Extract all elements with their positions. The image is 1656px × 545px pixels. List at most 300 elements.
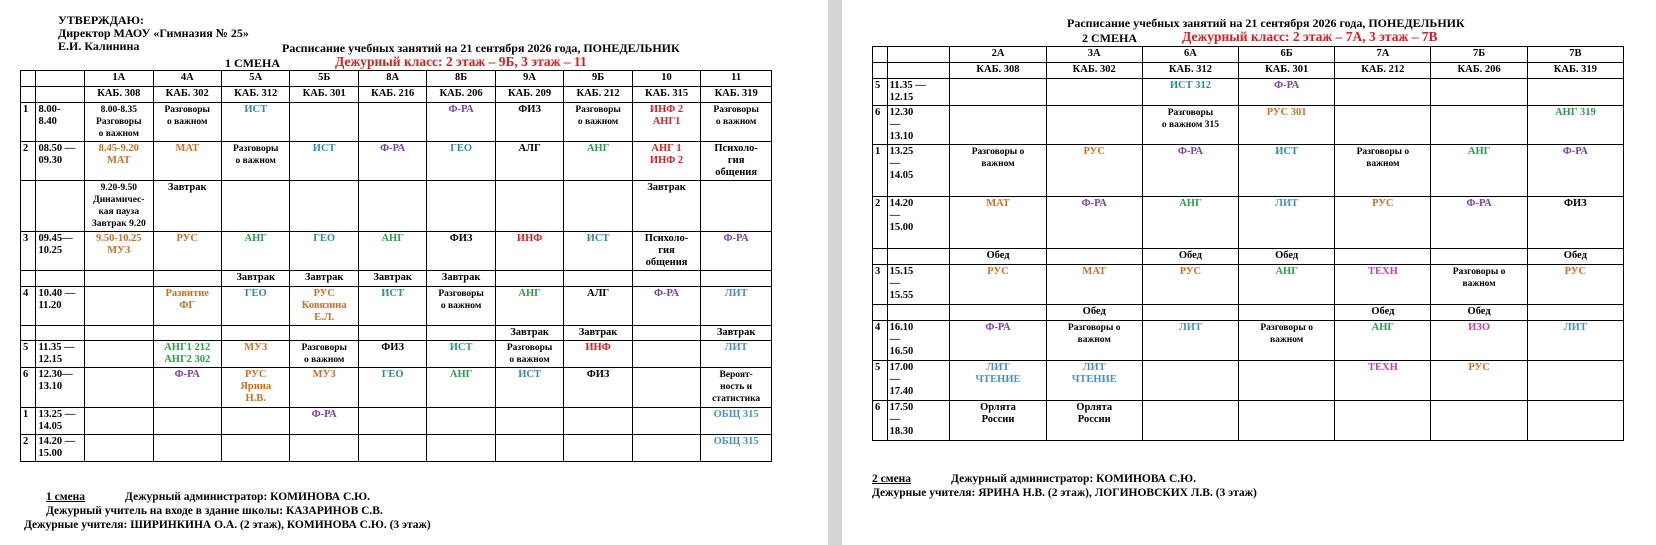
right-schedule-page [842,0,1656,545]
lesson-cell: Ф-РА [290,408,358,435]
shift-label: 2 СМЕНА [1082,31,1137,45]
lesson-cell: 9.50-10.25 МУЗ [85,232,153,271]
lesson-cell: Завтрак [564,326,632,341]
class-header: 2А [950,47,1046,63]
lesson-cell: АНГ [1142,197,1238,249]
lesson-cell [85,326,153,341]
class-header: 4А [153,71,221,87]
lesson-cell: ИСТ [427,341,495,368]
room-header: КАБ. 212 [1335,63,1431,79]
lesson-time: 11.35 — 12.15 [887,79,950,106]
lesson-number [873,249,888,265]
lesson-cell: ТЕХН [1335,265,1431,305]
class-header: 1А [85,71,153,87]
lesson-cell: ИСТ [221,103,289,142]
lesson-cell: Ф-РА [1527,145,1623,197]
lesson-cell: РУС [1046,145,1142,197]
lesson-cell [1239,401,1335,441]
lesson-cell: ИСТ 312 [1142,79,1238,106]
approval-line: Е.И. Калинина [58,39,140,53]
lesson-cell: Развитие ФГ [153,287,221,326]
lesson-cell [290,435,358,462]
class-header: 5А [221,71,289,87]
lesson-time [36,181,85,232]
duty-class: Дежурный класс: 2 этаж – 7А, 3 этаж – 7В [1182,29,1438,44]
lesson-number: 2 [21,142,36,181]
lesson-cell: РУС [950,265,1046,305]
lesson-cell [950,79,1046,106]
lesson-cell: Орлята России [950,401,1046,441]
lesson-cell [290,103,358,142]
table-row [873,361,1624,401]
lesson-cell [221,435,289,462]
lesson-cell: Завтрак [221,271,289,287]
room-header: КАБ. 312 [1142,63,1238,79]
lesson-cell: АНГ [564,142,632,181]
table-row [873,106,1624,145]
lesson-cell [1335,401,1431,441]
class-header: 7Б [1431,47,1527,63]
lesson-cell [564,181,632,232]
lesson-number [21,271,36,287]
lesson-cell [221,181,289,232]
header-cell [887,63,950,79]
schedule-title: Расписание учебных занятий на 21 сентября 2026 года, ПОНЕДЕЛЬНИК [1067,16,1465,30]
lesson-cell [153,435,221,462]
lesson-cell: ОБЩ 315 [701,435,772,462]
lesson-cell [1527,79,1623,106]
lesson-cell: 8.00-8.35 Разговоры о важном [85,103,153,142]
lesson-cell [950,305,1046,321]
lesson-cell [1046,79,1142,106]
lesson-cell: Завтрак [427,271,495,287]
lesson-cell: Психоло- гия общения [632,232,700,271]
lesson-time: 15.15 — 15.55 [887,265,950,305]
lesson-cell [358,103,426,142]
lesson-cell [1046,249,1142,265]
lesson-cell: АНГ [221,232,289,271]
lesson-cell: Разговоры о важном [1239,321,1335,361]
lesson-cell: Разговоры о важном [221,142,289,181]
lesson-number: 4 [873,321,888,361]
lesson-cell: ФИЗ [495,103,563,142]
schedule-table [20,70,772,462]
table-row [873,79,1624,106]
table-row [21,271,772,287]
lesson-cell: Разговоры о важном [427,287,495,326]
lesson-cell [1142,305,1238,321]
lesson-cell: ГЕО [427,142,495,181]
lesson-cell: Психоло- гия общения [701,142,772,181]
header-cell [36,71,85,87]
room-header: КАБ. 212 [564,87,632,103]
duty-class: Дежурный класс: 2 этаж – 9Б, 3 этаж – 11 [335,54,587,69]
table-row [873,265,1624,305]
lesson-cell: Завтрак [290,271,358,287]
lesson-cell [427,326,495,341]
class-header: 5Б [290,71,358,87]
lesson-time: 14.20 — 15.00 [887,197,950,249]
lesson-cell [358,435,426,462]
lesson-cell [495,181,563,232]
lesson-cell: Обед [1046,305,1142,321]
lesson-cell [1239,361,1335,401]
lesson-number: 5 [873,361,888,401]
schedule-table [872,46,1624,441]
approval-line: УТВЕРЖДАЮ: [58,13,145,27]
lesson-cell [701,181,772,232]
footer-text: Дежурные учителя: ШИРИНКИНА О.А. (2 этаж), КОМИНОВА С.Ю. (3 этаж) [24,519,431,531]
room-header: КАБ. 308 [950,63,1046,79]
lesson-time: 16.10 — 16.50 [887,321,950,361]
footer-line [24,504,431,518]
lesson-time: 12.30— 13.10 [36,368,85,408]
lesson-cell [495,435,563,462]
footer-text: Дежурный администратор: КОМИНОВА С.Ю. [951,473,1196,485]
lesson-cell [1527,305,1623,321]
approval-line: Директор МАОУ «Гимназия № 25» [58,26,249,40]
lesson-number [21,326,36,341]
lesson-cell [564,435,632,462]
lesson-time: 14.20 — 15.00 [36,435,85,462]
lesson-time: 11.35 — 12.15 [36,341,85,368]
lesson-cell: Ф-РА [1046,197,1142,249]
lesson-cell: РУС [1142,265,1238,305]
class-header: 9А [495,71,563,87]
shift-label: 1 СМЕНА [225,56,280,70]
table-row [873,401,1624,441]
lesson-cell: Обед [1527,249,1623,265]
class-header: 8Б [427,71,495,87]
lesson-cell [1431,106,1527,145]
table-row [873,249,1624,265]
lesson-time [36,326,85,341]
lesson-cell [1335,249,1431,265]
lesson-cell [495,271,563,287]
lesson-time: 09.45— 10.25 [36,232,85,271]
room-header: КАБ. 312 [221,87,289,103]
lesson-cell: ИСТ [290,142,358,181]
footer-text: Дежурный администратор: КОМИНОВА С.Ю. [125,491,370,503]
lesson-number: 4 [21,287,36,326]
lesson-cell: Завтрак [701,326,772,341]
lesson-cell: АНГ [495,287,563,326]
header-cell [21,71,36,87]
lesson-cell [358,326,426,341]
lesson-cell: ЛИТ ЧТЕНИЕ [950,361,1046,401]
lesson-cell: Разговоры о важном [1335,145,1431,197]
lesson-cell [427,408,495,435]
lesson-time: 08.50 — 09.30 [36,142,85,181]
footer-text: Дежурный учитель на входе в здание школы: КАЗАРИНОВ С.В. [46,505,383,517]
lesson-cell: Разговоры о важном [950,145,1046,197]
lesson-cell: Разговоры о важном [1046,321,1142,361]
shift-footer-label: 2 смена [872,473,912,485]
lesson-number: 1 [21,103,36,142]
table-row [21,232,772,271]
lesson-cell: МАТ [1046,265,1142,305]
lesson-cell: Разговоры о важном [1431,265,1527,305]
room-header: КАБ. 302 [1046,63,1142,79]
lesson-cell: Обед [1335,305,1431,321]
lesson-cell: ЛИТ [701,287,772,326]
footer-line [24,490,431,504]
lesson-cell: ИЗО [1431,321,1527,361]
lesson-cell: Орлята России [1046,401,1142,441]
header-cell [21,87,36,103]
lesson-cell: Ф-РА [358,142,426,181]
lesson-cell: АНГ1 212 АНГ2 302 [153,341,221,368]
lesson-cell: ИНФ [495,232,563,271]
lesson-cell [358,408,426,435]
lesson-cell [1527,361,1623,401]
class-header: 8А [358,71,426,87]
header-cell [873,63,888,79]
lesson-cell: ГЕО [221,287,289,326]
class-header: 10 [632,71,700,87]
header-cell [887,47,950,63]
lesson-cell: Разговоры о важном [701,103,772,142]
lesson-cell [1335,79,1431,106]
lesson-cell: АЛГ [495,142,563,181]
lesson-number [873,305,888,321]
table-row [21,435,772,462]
class-header: 6А [1142,47,1238,63]
lesson-time: 17.50 — 18.30 [887,401,950,441]
lesson-cell [1431,401,1527,441]
lesson-time: 17.00 — 17.40 [887,361,950,401]
lesson-cell [153,408,221,435]
lesson-number: 5 [873,79,888,106]
lesson-cell: Завтрак [632,181,700,232]
lesson-time [887,249,950,265]
lesson-cell: РУС [153,232,221,271]
lesson-cell: ФИЗ [1527,197,1623,249]
class-header: 3А [1046,47,1142,63]
room-header: КАБ. 301 [1239,63,1335,79]
lesson-cell: РУС [1335,197,1431,249]
table-row [873,305,1624,321]
lesson-cell [290,326,358,341]
lesson-cell [632,271,700,287]
lesson-cell: ТЕХН [1335,361,1431,401]
lesson-cell [290,181,358,232]
lesson-number: 1 [21,408,36,435]
lesson-cell [632,368,700,408]
lesson-cell: 9.20-9.50 Динамичес- кая пауза Завтрак 9.20 [85,181,153,232]
lesson-cell: Завтрак [358,271,426,287]
class-header: 9Б [564,71,632,87]
table-row [21,368,772,408]
lesson-cell: 8.45-9.20 МАТ [85,142,153,181]
lesson-cell [564,408,632,435]
lesson-time: 8.00- 8.40 [36,103,85,142]
lesson-number: 6 [873,401,888,441]
lesson-cell [358,181,426,232]
lesson-cell: ФИЗ [427,232,495,271]
header-row [873,63,1624,79]
lesson-cell [564,271,632,287]
lesson-cell: РУС [1431,361,1527,401]
lesson-cell: Ф-РА [1142,145,1238,197]
lesson-number: 2 [21,435,36,462]
lesson-cell [1527,401,1623,441]
table-row [873,321,1624,361]
lesson-cell [85,271,153,287]
lesson-cell: ИСТ [495,368,563,408]
header-cell [36,87,85,103]
lesson-cell [85,368,153,408]
class-header: 7В [1527,47,1623,63]
lesson-cell [221,326,289,341]
lesson-number: 3 [873,265,888,305]
lesson-cell: РУС Ярина Н.В. [221,368,289,408]
lesson-cell [701,271,772,287]
lesson-cell [427,435,495,462]
lesson-cell [1142,401,1238,441]
lesson-number: 1 [873,145,888,197]
lesson-cell [1046,106,1142,145]
room-header: КАБ. 319 [701,87,772,103]
lesson-time: 13.25 — 14.05 [887,145,950,197]
footer [872,472,1257,500]
lesson-number [21,181,36,232]
lesson-cell: МУЗ [221,341,289,368]
room-header: КАБ. 319 [1527,63,1623,79]
table-row [21,326,772,341]
lesson-cell [85,435,153,462]
lesson-time: 13.25 — 14.05 [36,408,85,435]
lesson-cell: Вероят- ность и статистика [701,368,772,408]
lesson-cell: Ф-РА [950,321,1046,361]
lesson-cell: Разговоры о важном [564,103,632,142]
room-header: КАБ. 216 [358,87,426,103]
schedule-title: Расписание учебных занятий на 21 сентября 2026 года, ПОНЕДЕЛЬНИК [282,41,680,55]
approval-block [58,14,249,53]
lesson-cell: Завтрак [153,181,221,232]
lesson-time [887,305,950,321]
lesson-cell: АНГ [358,232,426,271]
header-row [21,87,772,103]
lesson-cell: ИСТ [1239,145,1335,197]
lesson-number: 2 [873,197,888,249]
lesson-cell [495,408,563,435]
lesson-cell: АНГ [427,368,495,408]
lesson-cell: ГЕО [358,368,426,408]
room-header: КАБ. 206 [1431,63,1527,79]
lesson-cell: ФИЗ [564,368,632,408]
table-row [873,197,1624,249]
lesson-cell: Ф-РА [1431,197,1527,249]
table-row [21,181,772,232]
room-header: КАБ. 315 [632,87,700,103]
footer-text: Дежурные учителя: ЯРИНА Н.В. (2 этаж), ЛОГИНОВСКИХ Л.В. (3 этаж) [872,487,1257,499]
room-header: КАБ. 301 [290,87,358,103]
lesson-cell [1335,106,1431,145]
table-row [21,142,772,181]
table-row [873,145,1624,197]
lesson-cell: Обед [1431,305,1527,321]
table-row [21,287,772,326]
lesson-cell [632,408,700,435]
lesson-number: 6 [21,368,36,408]
lesson-cell [632,341,700,368]
lesson-time: 10.40 — 11.20 [36,287,85,326]
lesson-cell: АНГ 319 [1527,106,1623,145]
lesson-cell: АЛГ [564,287,632,326]
lesson-cell [221,408,289,435]
lesson-cell: ФИЗ [358,341,426,368]
lesson-cell: АНГ [1239,265,1335,305]
lesson-cell [632,435,700,462]
lesson-cell: Ф-РА [701,232,772,271]
room-header: КАБ. 302 [153,87,221,103]
lesson-cell: Обед [950,249,1046,265]
lesson-cell: РУС Ковязина Е.Л. [290,287,358,326]
lesson-cell: ЛИТ ЧТЕНИЕ [1046,361,1142,401]
lesson-cell: ЛИТ [1239,197,1335,249]
header-row [873,47,1624,63]
lesson-cell: Ф-РА [1239,79,1335,106]
room-header: КАБ. 308 [85,87,153,103]
lesson-cell: ЛИТ [1527,321,1623,361]
lesson-cell [427,181,495,232]
lesson-time: 12.30 — 13.10 [887,106,950,145]
lesson-cell: ЛИТ [701,341,772,368]
room-header: КАБ. 209 [495,87,563,103]
lesson-cell [632,326,700,341]
lesson-cell: Ф-РА [632,287,700,326]
lesson-cell: ИСТ [358,287,426,326]
lesson-cell: МАТ [153,142,221,181]
lesson-cell: Завтрак [495,326,563,341]
lesson-cell [1431,79,1527,106]
lesson-cell: Обед [1142,249,1238,265]
lesson-cell [153,271,221,287]
lesson-cell: АНГ [1335,321,1431,361]
lesson-cell: МАТ [950,197,1046,249]
lesson-cell: ИНФ 2 АНГ1 [632,103,700,142]
lesson-cell: РУС 301 [1239,106,1335,145]
lesson-cell: Разговоры о важном [290,341,358,368]
lesson-cell: РУС [1527,265,1623,305]
header-row [21,71,772,87]
lesson-cell [1239,305,1335,321]
lesson-cell: ЛИТ [1142,321,1238,361]
lesson-cell: Разговоры о важном 315 [1142,106,1238,145]
lesson-cell: АНГ 1 ИНФ 2 [632,142,700,181]
lesson-cell: МУЗ [290,368,358,408]
lesson-cell: Разговоры о важном [153,103,221,142]
footer-line [24,518,431,532]
class-header: 11 [701,71,772,87]
header-cell [873,47,888,63]
lesson-number: 5 [21,341,36,368]
lesson-cell [1431,249,1527,265]
lesson-cell [85,408,153,435]
lesson-number: 3 [21,232,36,271]
class-header: 6Б [1239,47,1335,63]
lesson-cell: ИСТ [564,232,632,271]
footer-line [872,486,1257,500]
class-header: 7А [1335,47,1431,63]
footer-line [872,472,1257,486]
lesson-number: 6 [873,106,888,145]
lesson-cell [950,106,1046,145]
lesson-cell: ГЕО [290,232,358,271]
lesson-cell: Ф-РА [153,368,221,408]
lesson-cell [1142,361,1238,401]
